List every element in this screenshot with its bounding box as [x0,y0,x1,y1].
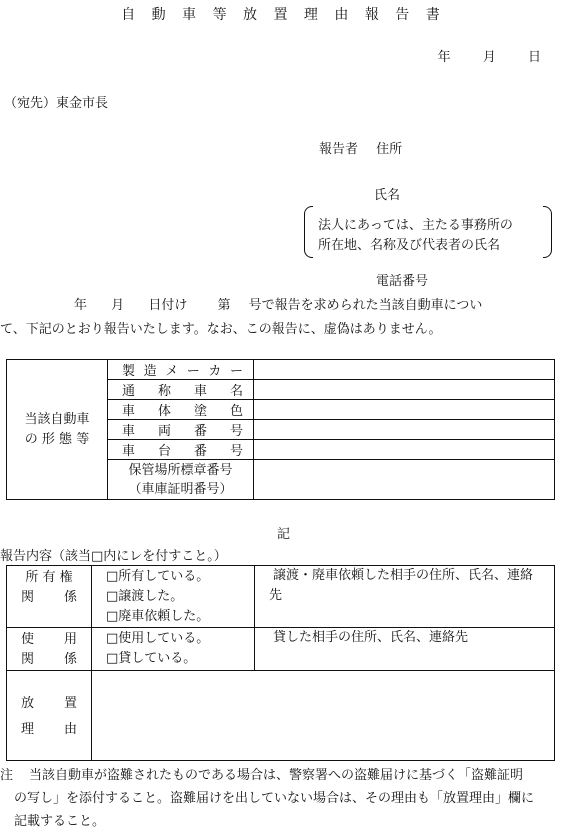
corporate-note-line2: 所在地、名称及び代表者の氏名 [318,238,501,253]
corporate-note-line1: 法人にあっては、主たる事務所の [318,218,513,233]
checkbox-lending[interactable]: □貸している。 [106,651,197,666]
reporter-line [319,138,402,157]
intro-line2: て、下記のとおり報告いたします。なお、この報告に、虚偽はありません。 [0,322,442,337]
footnote-line2: の写し」を添付すること。盗難届けを出していない場合は、その理由も「放置理由」欄に [14,791,535,806]
body-color-label: 車 体 塗 色 [108,400,254,420]
plate-number-label: 車 両 番 号 [108,420,254,440]
model-name-field[interactable] [254,380,555,400]
model-name-label: 通 称 車 名 [108,380,254,400]
chassis-number-label: 車 台 番 号 [108,440,254,460]
body-color-field[interactable] [254,400,555,420]
phone-label: 電話番号 [376,274,429,289]
date-year: 年 [437,50,451,65]
checkbox-transferred[interactable]: □譲渡した。 [106,589,184,604]
ownership-label: 所 有 権 関 係 [7,566,92,628]
maker-field[interactable] [254,360,555,380]
footnote-line3: 記載すること。 [14,814,106,829]
addressee: （宛先）東金市長 [4,96,109,111]
reporter-label: 報告者 [319,142,359,157]
reason-field[interactable] [92,671,555,761]
date-line [410,46,541,65]
checkbox-scrapped[interactable]: □廃車依頼した。 [106,609,210,624]
checkbox-owned[interactable]: □所有している。 [106,569,210,584]
usage-label: 使 用 関 係 [7,628,92,671]
footnote-prefix: 注 [0,768,14,783]
maker-label: 製 造 メ ー カ ー [108,360,254,380]
intro-day: 日付け [148,298,188,313]
checkbox-using[interactable]: □使用している。 [106,631,210,646]
document-title: 自 動 車 等 放 置 理 由 報 告 書 [121,7,446,23]
intro-line1-rest: 号で報告を求められた当該自動車につい [248,298,483,313]
vehicle-table [6,359,555,500]
corporate-note-bracket [304,206,552,258]
reason-label: 放 置 理 由 [7,671,92,761]
plate-number-field[interactable] [254,420,555,440]
vehicle-head-line2: の 形 態 等 [24,431,90,447]
vehicle-head-line1: 当該自動車 [24,411,90,427]
report-table [6,565,555,761]
ki-heading: 記 [276,527,290,542]
ownership-options [92,566,255,628]
report-header: 報告内容（該当□内にレを付すこと。） [0,549,227,564]
intro-line1 [74,294,482,313]
usage-options [92,628,255,671]
date-month: 月 [482,50,496,65]
footnote-line1: 当該自動車が盗難されたものである場合は、警察署への盗難届けに基づく「盗難証明 [29,768,524,783]
vehicle-table-head [7,360,108,500]
name-label: 氏名 [374,188,401,203]
date-day: 日 [527,50,541,65]
intro-year: 年 [74,298,88,313]
storage-label: 保管場所標章番号 （車庫証明番号） [108,460,254,500]
intro-month: 月 [111,298,125,313]
intro-number-prefix: 第 [217,298,231,313]
address-label: 住所 [376,142,403,157]
ownership-detail[interactable]: 譲渡・廃車依頼した相手の住所、氏名、連絡 先 [255,566,555,628]
chassis-number-field[interactable] [254,440,555,460]
footnote [0,764,567,833]
storage-field[interactable] [254,460,555,500]
usage-detail[interactable]: 貸した相手の住所、氏名、連絡先 [255,628,555,671]
